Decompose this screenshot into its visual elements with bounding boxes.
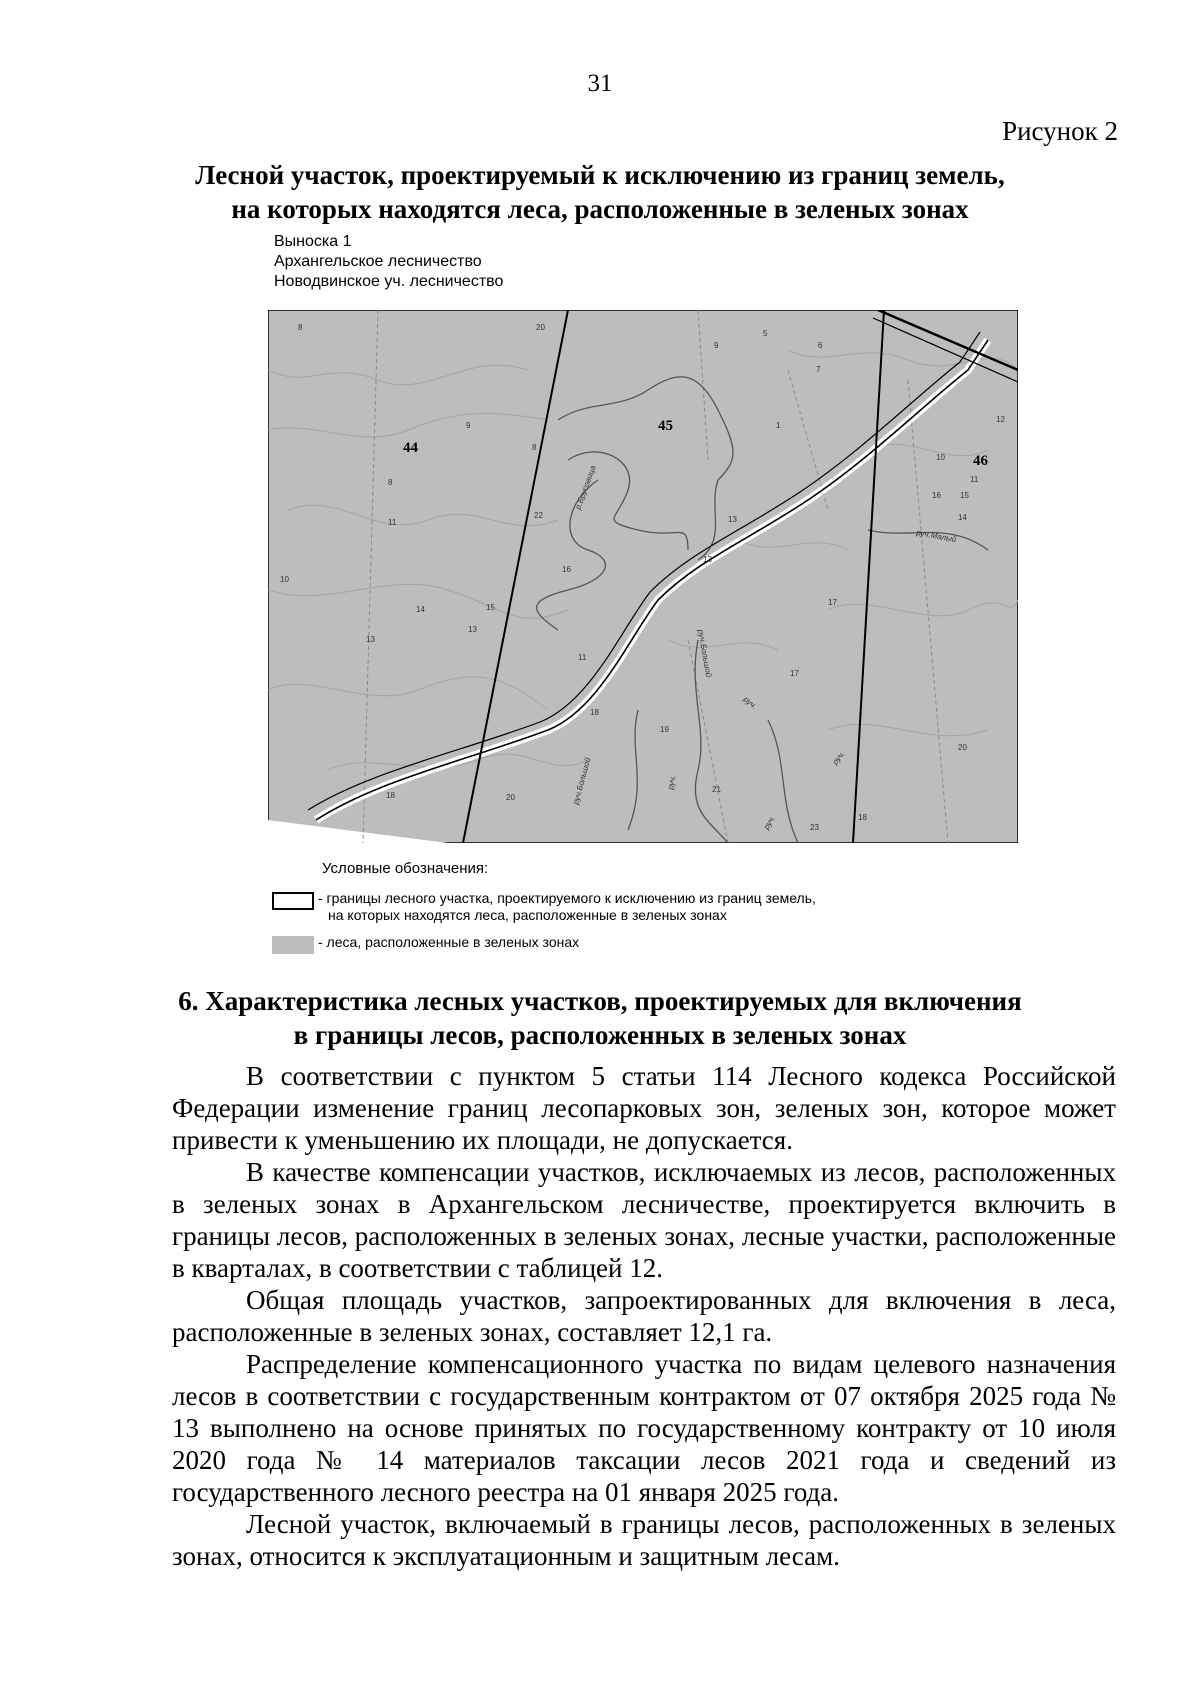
figure-label: Рисунок 2 bbox=[1002, 116, 1118, 146]
paragraph: Распределение компенсационного участка по видам целевого назначения лесов в соответствии с государственным контрактом от 07 октября 2025 года № 13 выполнено на основе принятых по государственному контракту от 10 июля 2020 года № 14 материалов таксации лесов 2021 года и сведений из государственного лесного реестра на 01 января 2025 года. bbox=[172, 1349, 1116, 1507]
quarter-number: 45 bbox=[658, 418, 673, 434]
paragraph: В качестве компенсации участков, исключаемых из лесов, расположенных в зеленых зонах в Архангельском лесничестве, проектируется включить в границы лесов, расположенных в зеленых зонах, лесные участки, расположенные в кварталах, в соответствии с таблицей 12. bbox=[172, 1157, 1116, 1283]
plot-number: 18 bbox=[590, 708, 599, 717]
legend-line: - границы лесного участка, проектируемого к исключению из границ земель, bbox=[318, 890, 816, 906]
legend-title: Условные обозначения: bbox=[322, 860, 489, 877]
plot-number: 13 bbox=[703, 555, 712, 564]
legend-swatch-outline bbox=[272, 892, 314, 910]
stream-label: руч. bbox=[666, 774, 678, 791]
plot-number: 13 bbox=[468, 625, 477, 634]
plot-number: 9 bbox=[466, 421, 471, 430]
plot-number: 21 bbox=[712, 785, 721, 794]
legend-text bbox=[318, 890, 816, 924]
plot-number: 7 bbox=[816, 365, 821, 374]
section-heading-line: 6. Характеристика лесных участков, проектируемых для включения bbox=[178, 986, 1022, 1016]
plot-number: 11 bbox=[388, 518, 397, 527]
figure-title bbox=[100, 158, 1100, 226]
legend-line: на которых находятся леса, расположенные в зеленых зонах bbox=[328, 907, 727, 923]
page-number: 31 bbox=[587, 70, 613, 97]
plot-number: 18 bbox=[386, 791, 395, 800]
paragraph: В соответствии с пунктом 5 статьи 114 Лесного кодекса Российской Федерации изменение границ лесопарковых зон, зеленых зон, которое может привести к уменьшению их площади, не допускается. bbox=[172, 1061, 1116, 1155]
callout-line: Архангельское лесничество bbox=[274, 253, 482, 270]
stream-label: руч.Большой bbox=[696, 628, 714, 678]
section-heading-line: в границы лесов, расположенных в зеленых зонах bbox=[293, 1020, 907, 1050]
plot-number: 9 bbox=[714, 341, 719, 350]
figure-title-line: Лесной участок, проектируемый к исключению из границ земель, bbox=[195, 160, 1005, 190]
paragraph: Лесной участок, включаемый в границы лесов, расположенных в зеленых зонах, относится к эксплуатационным и защитным лесам. bbox=[172, 1509, 1116, 1571]
plot-number: 8 bbox=[298, 323, 303, 332]
plot-number: 14 bbox=[416, 605, 425, 614]
plot-number: 12 bbox=[996, 415, 1005, 424]
plot-number: 23 bbox=[810, 823, 819, 832]
paragraph: Общая площадь участков, запроектированных для включения в леса, расположенные в зеленых зонах, составляет 12,1 га. bbox=[172, 1285, 1116, 1347]
plot-number: 20 bbox=[536, 323, 545, 332]
plot-number: 16 bbox=[562, 565, 571, 574]
callout-line: Новодвинское уч. лесничество bbox=[274, 273, 504, 290]
plot-number: 1 bbox=[776, 421, 781, 430]
plot-number: 22 bbox=[534, 511, 543, 520]
plot-number: 8 bbox=[532, 443, 537, 452]
callout-line: Выноска 1 bbox=[274, 233, 352, 250]
plot-number: 11 bbox=[578, 653, 587, 662]
plot-number: 16 bbox=[932, 491, 941, 500]
plot-number: 19 bbox=[660, 725, 669, 734]
plot-number: 15 bbox=[960, 491, 969, 500]
plot-number: 13 bbox=[366, 635, 375, 644]
stream-label: руч.Большой bbox=[571, 756, 593, 806]
quarter-number: 46 bbox=[973, 453, 988, 469]
map-callout bbox=[274, 232, 503, 292]
stream-label: р.Брусовица bbox=[573, 464, 598, 511]
plot-number: 13 bbox=[728, 515, 737, 524]
plot-number: 11 bbox=[970, 475, 979, 484]
plot-number: 8 bbox=[388, 478, 393, 487]
plot-number: 6 bbox=[818, 341, 823, 350]
plot-number: 15 bbox=[486, 603, 495, 612]
body-text bbox=[172, 1060, 1116, 1572]
legend-line: - леса, расположенные в зеленых зонах bbox=[318, 934, 580, 950]
forest-map bbox=[268, 310, 1018, 843]
plot-number: 18 bbox=[858, 813, 867, 822]
stream-label: руч. bbox=[830, 749, 847, 767]
plot-number: 5 bbox=[763, 329, 768, 338]
plot-number: 14 bbox=[958, 513, 967, 522]
legend-swatch-gray bbox=[272, 936, 314, 954]
plot-number: 20 bbox=[506, 793, 515, 802]
plot-number: 10 bbox=[936, 453, 945, 462]
legend-text bbox=[318, 934, 579, 951]
plot-number: 20 bbox=[958, 743, 967, 752]
figure-title-line: на которых находятся леса, расположенные в зеленых зонах bbox=[231, 194, 969, 224]
stream-label: руч.Малый bbox=[915, 528, 958, 545]
plot-number: 10 bbox=[280, 575, 289, 584]
quarter-number: 44 bbox=[403, 440, 418, 456]
stream-label: руч. bbox=[761, 813, 778, 831]
stream-label: руч. bbox=[741, 694, 759, 711]
section-heading bbox=[100, 984, 1100, 1052]
plot-number: 17 bbox=[828, 598, 837, 607]
plot-number: 17 bbox=[790, 669, 799, 678]
